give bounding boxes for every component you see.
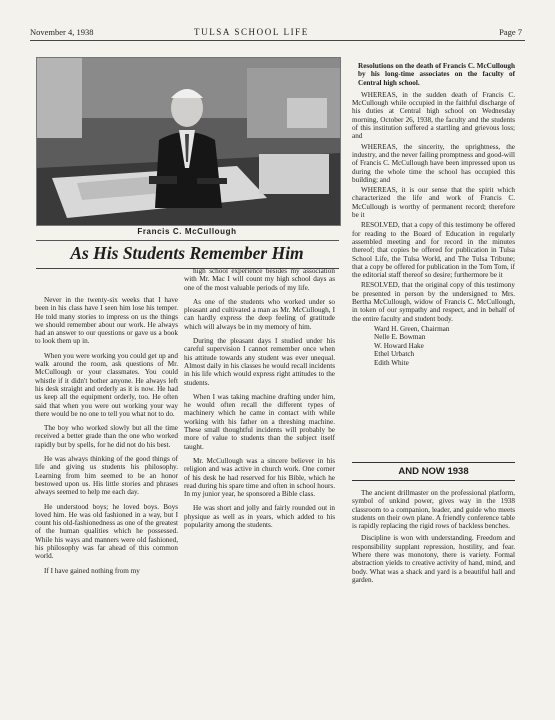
caption-rule (36, 240, 339, 241)
resolution-paragraph: WHEREAS, the sincerity, the uprightness, the industry, and the never failing promptness and good-will of Francis C. McCullough have been impressed upon us during the whole time the school has occupied this building; and (352, 142, 515, 184)
paragraph: If I have gained nothing from my (44, 566, 140, 575)
resolution-heading: Resolutions on the death of Francis C. McCullough by his long-time associates on the faculty of Central high school. (358, 62, 515, 87)
resolution-column (352, 62, 515, 367)
article-headline: As His Students Remember Him (70, 243, 304, 263)
signatory: Ward H. Green, Chairman (374, 324, 450, 333)
issue-date: November 4, 1938 (30, 27, 94, 37)
paragraph: He was always thinking of the good things of life and giving us students his philosophy. Learning from him seemed to be an honor bestowed upon us. His little stories and phrases always seemed to help me each day. (35, 455, 178, 497)
portrait-photo-drawing (37, 58, 340, 225)
signatory: Ethel Urbatch (374, 350, 415, 359)
resolution-paragraph: WHEREAS, in the sudden death of Francis C. McCullough while occupied in the faithful discharge of his duties at Central high school on Wednesday morning, October 26, 1938, the faculty and the students of this institution suffered a startling and grievous loss; and (352, 90, 515, 141)
and-now-heading: AND NOW 1938 (352, 462, 515, 481)
paragraph: high school experience besides my association with Mr. Mac I will count my high school days as one of the most valuable periods of my life. (184, 267, 335, 292)
paragraph: As one of the students who worked under so pleasant and cultivated a man as Mr. McCullough, I can hardly express the deep feeling of gratitude which will always be in my memory of him. (184, 297, 335, 331)
paragraph: When I was taking machine drafting under him, he would often recall the different types of machinery which he came in contact with while working with his father on a threshing machine. These small thoughtful incidents will probably be more of value to students than the subject itself taught. (184, 392, 335, 451)
header-rule (30, 40, 525, 41)
paragraph: The boy who worked slowly but all the time received a better grade than the one who worked rapidly but by spells, for he did not do his best. (35, 424, 178, 449)
resolution-paragraph: RESOLVED, that a copy of this testimony be offered for reading to the Board of Education in regularly assembled meeting and for record in the minutes thereof; that copies be offered for publication in Tulsa School Life, the Tulsa World, and The Tulsa Tribune; that a copy be offered for publication in the Tom Tom, if the editorial staff thereof so desire; furthermore be it (352, 221, 515, 280)
article-column-1 (35, 296, 178, 581)
photo-caption: Francis C. McCullough (137, 227, 237, 236)
paragraph: Never in the twenty-six weeks that I have been in his class have I seen him lose his temper. He told many stories to impress on us the things we should remember about our work. He always had an answer to our questions or gave us a book to look them up in. (35, 296, 178, 346)
paragraph: Mr. McCullough was a sincere believer in his religion and was active in church work. One corner of his desk he had reserved for his Bible, which he read during his spare time and often in school hours. In my junior year, he sponsored a Bible class. (184, 456, 335, 499)
resolution-paragraph: RESOLVED, that the original copy of this testimony be presented in person by the undersigned to Mrs. Bertha McCullough, widow of Francis C. McCullough, in token of our sympathy and respect, and in behalf of the entire faculty and student body. (352, 281, 515, 323)
paragraph: During the pleasant days I studied under his careful supervision I cannot remember once when his attitude towards any student was ever unequal. Almost daily in his classes he would recall incidents in his life which would express right attitudes to the students. (184, 337, 335, 387)
paragraph: When you were working you could get up and walk around the room, ask questions of Mr. McCullough or your classmates. You could whistle if it didn't bother anyone. He always left his desk straight and orderly as it is now. He had us keep all the equipment orderly, too. He often said that when you were out working your way there would be no one to tell you what not to do. (35, 351, 178, 418)
paragraph: He understood boys; he loved boys. Boys loved him. He was old fashioned in a way, but I count his old-fashionedness as one of the greatest of the human qualities which he possessed. While his ways and manners were old fashioned, his philosophy was far ahead of this common world. (35, 502, 178, 561)
signatory: W. Howard Hake (374, 341, 424, 350)
article-column-2 (184, 267, 335, 535)
paragraph: Discipline is won with understanding. Freedom and responsibility supplant repression, hostility, and fear. Where there was monotony, there is variety. Formal abstraction yields to creative activity of hand, mind, and body. What was a shack and yard is a beautiful hall and garden. (352, 534, 515, 584)
and-now-column (352, 489, 515, 588)
signatory: Edith White (374, 358, 409, 367)
paragraph: He was short and jolly and fairly rounded out in physique as well as in years, which added to his popularity among the students. (184, 504, 335, 530)
portrait-photo (36, 57, 341, 226)
publication-title: TULSA SCHOOL LIFE (194, 27, 309, 37)
page-number: Page 7 (499, 27, 522, 37)
paragraph: The ancient drillmaster on the professional platform, symbol of unkind power, gives way in the 1938 classroom to a companion, leader, and guide who meets students on their own plane. A friendly conference table is rapidly replacing the rigid rows of backless benches. (352, 489, 515, 531)
resolution-paragraph: WHEREAS, it is our sense that the spirit which characterized the life and work of Francis C. McCullough is worthy of permanent record; therefore be it (352, 186, 515, 220)
signatory: Nelle E. Bowman (374, 333, 426, 342)
